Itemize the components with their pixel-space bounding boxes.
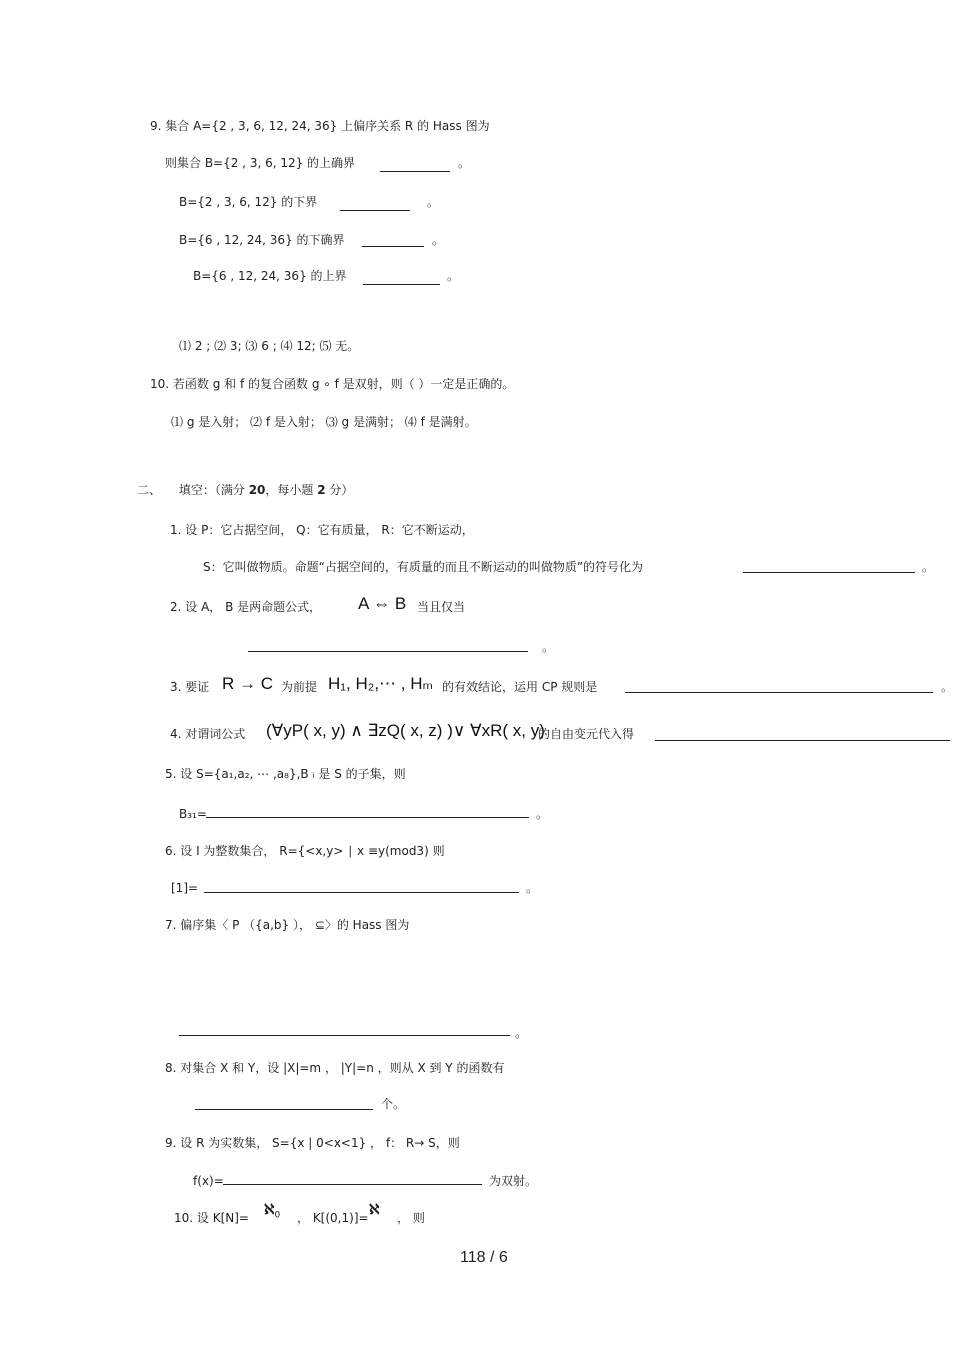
q9-inf-b2-text: B={6 , 12, 24, 36} 的下确界	[179, 233, 345, 247]
fill-q3-text3: 的有效结论，运用 CP 规则是	[442, 680, 598, 694]
section-unit: 分）	[329, 483, 354, 497]
q9-sup-b-text: 则集合 B={2 , 3, 6, 12} 的上确界	[165, 156, 356, 170]
fill-q7-text: 7. 偏序集〈 P （{a,b} ）， ⊆〉的 Hass 图为	[165, 918, 410, 932]
period: 。	[458, 156, 471, 170]
q9-inf-b-text: B={2 , 3, 6, 12} 的下界	[179, 195, 318, 209]
fill-q4-text: 4. 对谓词公式	[170, 727, 246, 741]
section-per-text: ，每小题	[265, 483, 314, 497]
fill-q8-text: 8. 对集合 X 和 Y，设 |X|=m ， |Y|=n ，则从 X 到 Y 的函数有	[165, 1061, 505, 1075]
q9-sup-b-blank	[380, 171, 450, 172]
fill-q4-text2: 的自由变元代入得	[538, 727, 635, 741]
fill-q9-suffix: 为双射。	[489, 1174, 538, 1188]
section-number: 二、	[137, 483, 162, 497]
q9-inf-b-blank	[340, 210, 410, 211]
fill-q10-text2: ， K[(0,1)]=	[297, 1211, 369, 1225]
q9-inf-b2-blank	[362, 246, 424, 247]
q9-options: ⑴ 2 ; ⑵ 3; ⑶ 6 ; ⑷ 12; ⑸ 无。	[179, 339, 360, 353]
section-heading	[137, 482, 353, 498]
fill-q3-blank	[625, 692, 933, 693]
fill-q9-text: 9. 设 R 为实数集， S={x | 0<x<1} ， f： R→ S，则	[165, 1136, 460, 1150]
period: 。	[536, 807, 549, 821]
fill-q9-label: f(x)=	[193, 1174, 224, 1188]
fill-q2-text: 2. 设 A， B 是两命题公式，	[170, 600, 322, 614]
period: 。	[515, 1026, 528, 1040]
fill-q2-text2: 当且仅当	[417, 600, 466, 614]
fill-q4-blank	[655, 740, 950, 741]
q9-stem: 9. 集合 A={2 , 3, 6, 12, 24, 36} 上偏序关系 R 的 Hass 图为	[150, 119, 490, 133]
fill-q3-text2: 为前提	[281, 680, 318, 694]
fill-q1-blank	[743, 572, 915, 573]
period: 。	[432, 233, 445, 247]
fill-q2-formula: A ⇔ B	[358, 594, 407, 613]
q10-stem: 10. 若函数 g 和 f 的复合函数 g ∘ f 是双射，则（ ）一定是正确的。	[150, 377, 515, 391]
fill-q10-text3: ， 则	[397, 1211, 425, 1225]
fill-q9-blank	[223, 1184, 482, 1185]
fill-q10-text: 10. 设 K[N]=	[174, 1211, 249, 1225]
aleph-symbol: ℵ	[264, 1202, 275, 1218]
aleph-zero	[264, 1202, 280, 1223]
fill-q4-formula: (∀yP( x, y) ∧ ∃zQ( x, z) )∨ ∀xR( x, y)	[266, 721, 545, 740]
period: 。	[526, 881, 539, 895]
period: 。	[922, 560, 935, 574]
aleph-subscript: 0	[274, 1210, 281, 1221]
page-number: 118 / 6	[460, 1249, 508, 1266]
fill-q6-label: [1]=	[171, 881, 199, 895]
fill-q5-label: B₃₁=	[179, 807, 207, 821]
q9-sup-b2-blank	[363, 284, 440, 285]
fill-q6-text: 6. 设 I 为整数集合， R={<x,y> ∣ x ≡y(mod3) 则	[165, 844, 445, 858]
period: 。	[427, 195, 440, 209]
section-title: 填空：（满分	[178, 483, 245, 497]
fill-q3-formula2: H₁, H₂,⋯ , Hₘ	[328, 674, 434, 693]
fill-q8-suffix: 个。	[381, 1097, 406, 1111]
q10-options: ⑴ g 是入射； ⑵ f 是入射； ⑶ g 是满射； ⑷ f 是满射。	[171, 415, 477, 429]
q9-sup-b2-text: B={6 , 12, 24, 36} 的上界	[193, 269, 347, 283]
period: 。	[447, 269, 460, 283]
section-per-score: 2	[317, 483, 326, 497]
fill-q3-text: 3. 要证	[170, 680, 210, 694]
fill-q5-blank	[206, 817, 529, 818]
fill-q5-text: 5. 设 S={a₁,a₂, ⋯ ,a₈},B ᵢ 是 S 的子集，则	[165, 767, 406, 781]
fill-q6-blank	[204, 892, 519, 893]
fill-q3-formula1: R → C	[222, 674, 273, 693]
fill-q7-blank	[179, 1035, 510, 1036]
period: 。	[542, 640, 555, 654]
period: 。	[941, 680, 953, 694]
aleph	[369, 1202, 379, 1218]
fill-q1-line2: S：它叫做物质。命题“占据空间的，有质量的而且不断运动的叫做物质”的符号化为	[203, 560, 644, 574]
aleph-symbol: ℵ	[369, 1202, 380, 1218]
fill-q1-line1: 1. 设 P：它占据空间， Q：它有质量， R：它不断运动，	[170, 523, 474, 537]
section-total-score: 20	[248, 483, 266, 497]
fill-q8-blank	[195, 1109, 373, 1110]
fill-q2-blank	[248, 651, 528, 652]
